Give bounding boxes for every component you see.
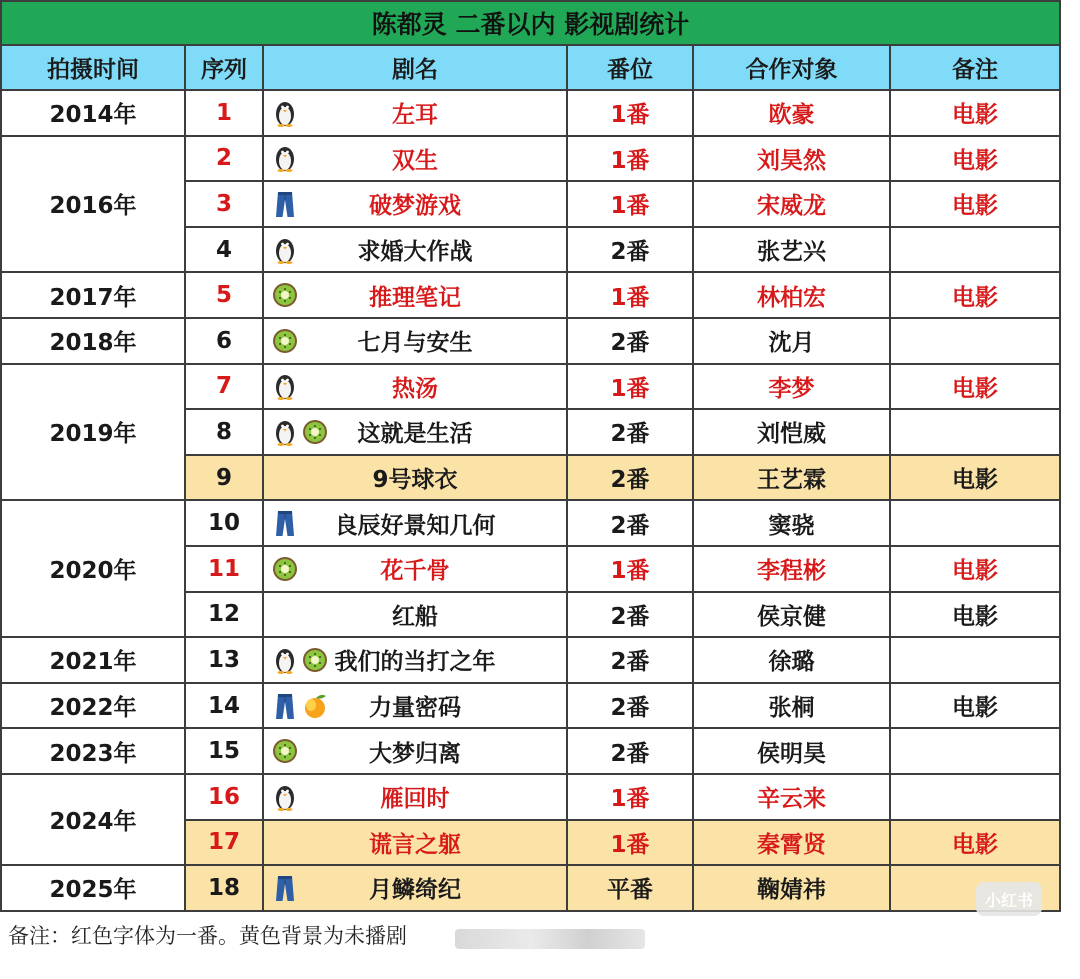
penguin-icon: [272, 783, 298, 811]
cell-title: [263, 409, 567, 455]
cell-note: [890, 637, 1060, 683]
cell-partner: 林柏宏: [693, 272, 890, 318]
cell-title: [263, 272, 567, 318]
platform-icons: [272, 555, 298, 583]
cell-note: 电影: [890, 90, 1060, 136]
platform-icons: [272, 783, 298, 811]
penguin-icon: [272, 418, 298, 446]
cell-index: 12: [185, 592, 263, 638]
cell-note: [890, 318, 1060, 364]
header-name: 剧名: [263, 45, 567, 90]
cell-title: [263, 500, 567, 546]
table-row: [1, 90, 1060, 136]
title-label: 红船: [392, 603, 438, 630]
cell-year: 2016年: [1, 136, 185, 273]
table-title: 陈都灵 二番以内 影视剧统计: [1, 1, 1060, 45]
cell-year: 2021年: [1, 637, 185, 683]
cell-title: [263, 318, 567, 364]
cell-partner: 刘恺威: [693, 409, 890, 455]
kiwi-icon: [272, 281, 298, 309]
cell-title: [263, 90, 567, 136]
jeans-icon: [272, 874, 298, 902]
cell-index: 8: [185, 409, 263, 455]
cell-index: 1: [185, 90, 263, 136]
cell-partner: 张艺兴: [693, 227, 890, 273]
cell-note: 电影: [890, 272, 1060, 318]
cell-note: 电影: [890, 455, 1060, 501]
cell-title: [263, 774, 567, 820]
cell-rank: 2番: [567, 637, 693, 683]
title-label: 月鳞绮纪: [369, 877, 461, 904]
platform-icons: [272, 418, 328, 446]
jeans-icon: [272, 692, 298, 720]
cell-index: 2: [185, 136, 263, 182]
platform-icons: [272, 236, 298, 264]
cell-note: 电影: [890, 136, 1060, 182]
cell-year: 2024年: [1, 774, 185, 865]
cell-partner: 秦霄贤: [693, 820, 890, 866]
kiwi-icon: [272, 327, 298, 355]
title-label: 热汤: [392, 375, 438, 402]
penguin-icon: [272, 99, 298, 127]
cell-note: 电影: [890, 592, 1060, 638]
cell-rank: 1番: [567, 136, 693, 182]
cell-title: [263, 181, 567, 227]
cell-partner: 宋威龙: [693, 181, 890, 227]
title-label: 这就是生活: [357, 421, 473, 448]
header-index: 序列: [185, 45, 263, 90]
watermark-logo: 小红书: [976, 882, 1042, 916]
cell-note: 电影: [890, 683, 1060, 729]
cell-index: 16: [185, 774, 263, 820]
header-rank: 番位: [567, 45, 693, 90]
cell-index: 3: [185, 181, 263, 227]
cell-title: [263, 820, 567, 866]
cell-rank: 1番: [567, 90, 693, 136]
cell-year: 2023年: [1, 728, 185, 774]
cell-title: [263, 364, 567, 410]
table-row: [1, 272, 1060, 318]
cell-title: [263, 683, 567, 729]
cell-note: [890, 728, 1060, 774]
title-label: 雁回时: [380, 786, 450, 813]
cell-rank: 2番: [567, 455, 693, 501]
table-row: [1, 318, 1060, 364]
penguin-icon: [272, 646, 298, 674]
header-partner: 合作对象: [693, 45, 890, 90]
platform-icons: [272, 874, 298, 902]
cell-title: [263, 227, 567, 273]
penguin-icon: [272, 372, 298, 400]
cell-note: 电影: [890, 181, 1060, 227]
table-row: [1, 774, 1060, 820]
cell-partner: 王艺霖: [693, 455, 890, 501]
table-row: [1, 500, 1060, 546]
cell-title: [263, 136, 567, 182]
cell-index: 17: [185, 820, 263, 866]
cell-title: [263, 637, 567, 683]
cell-rank: 2番: [567, 592, 693, 638]
cell-note: 电影: [890, 820, 1060, 866]
cell-index: 4: [185, 227, 263, 273]
cell-index: 10: [185, 500, 263, 546]
title-label: 9号球衣: [372, 467, 458, 494]
title-label: 花千骨: [380, 558, 450, 585]
cell-index: 5: [185, 272, 263, 318]
cell-title: [263, 455, 567, 501]
penguin-icon: [272, 144, 298, 172]
mango-icon: [302, 692, 328, 720]
cell-rank: 2番: [567, 683, 693, 729]
table-row: [1, 728, 1060, 774]
cell-partner: 侯京健: [693, 592, 890, 638]
cell-title: [263, 592, 567, 638]
cell-rank: 2番: [567, 409, 693, 455]
title-label: 双生: [392, 147, 438, 174]
cell-note: 电影: [890, 546, 1060, 592]
table-row: [1, 865, 1060, 911]
cell-year: 2014年: [1, 90, 185, 136]
title-label: 推理笔记: [369, 284, 461, 311]
cell-index: 15: [185, 728, 263, 774]
cell-index: 11: [185, 546, 263, 592]
cell-rank: 2番: [567, 318, 693, 364]
table-row: [1, 683, 1060, 729]
cell-index: 18: [185, 865, 263, 911]
cell-partner: 李梦: [693, 364, 890, 410]
cell-partner: 刘昊然: [693, 136, 890, 182]
platform-icons: [272, 190, 298, 218]
kiwi-icon: [302, 418, 328, 446]
blurred-text-overlay: [455, 929, 645, 949]
table-row: [1, 364, 1060, 410]
title-label: 我们的当打之年: [334, 649, 496, 676]
cell-note: 电影: [890, 364, 1060, 410]
title-label: 力量密码: [369, 695, 461, 722]
cell-index: 6: [185, 318, 263, 364]
cell-index: 13: [185, 637, 263, 683]
cell-year: 2019年: [1, 364, 185, 501]
penguin-icon: [272, 236, 298, 264]
cell-rank: 1番: [567, 364, 693, 410]
cell-year: 2020年: [1, 500, 185, 637]
title-label: 七月与安生: [357, 330, 473, 357]
title-label: 良辰好景知几何: [334, 512, 496, 539]
cell-index: 9: [185, 455, 263, 501]
kiwi-icon: [272, 555, 298, 583]
cell-partner: 鞠婧祎: [693, 865, 890, 911]
platform-icons: [272, 281, 298, 309]
platform-icons: [272, 99, 298, 127]
header-time: 拍摄时间: [1, 45, 185, 90]
cell-title: [263, 546, 567, 592]
platform-icons: [272, 144, 298, 172]
cell-index: 14: [185, 683, 263, 729]
title-label: 谎言之躯: [369, 831, 461, 858]
kiwi-icon: [272, 737, 298, 765]
cell-year: 2018年: [1, 318, 185, 364]
cell-partner: 张桐: [693, 683, 890, 729]
cell-title: [263, 728, 567, 774]
cell-partner: 李程彬: [693, 546, 890, 592]
table-row: [1, 136, 1060, 182]
cell-title: [263, 865, 567, 911]
cell-rank: 1番: [567, 181, 693, 227]
header-note: 备注: [890, 45, 1060, 90]
cell-year: 2025年: [1, 865, 185, 911]
footnote: 备注：红色字体为一番。黄色背景为未播剧: [8, 924, 407, 948]
cell-rank: 2番: [567, 500, 693, 546]
cell-partner: 徐璐: [693, 637, 890, 683]
cell-rank: 1番: [567, 272, 693, 318]
cell-rank: 1番: [567, 774, 693, 820]
platform-icons: [272, 692, 328, 720]
title-label: 破梦游戏: [369, 193, 461, 220]
cell-note: [890, 774, 1060, 820]
platform-icons: [272, 327, 298, 355]
kiwi-icon: [302, 646, 328, 674]
jeans-icon: [272, 509, 298, 537]
cell-rank: 1番: [567, 820, 693, 866]
cell-partner: 窦骁: [693, 500, 890, 546]
cell-note: [890, 409, 1060, 455]
cell-rank: 1番: [567, 546, 693, 592]
cell-rank: 2番: [567, 227, 693, 273]
platform-icons: [272, 509, 298, 537]
platform-icons: [272, 372, 298, 400]
cell-note: [890, 500, 1060, 546]
cell-index: 7: [185, 364, 263, 410]
title-label: 求婚大作战: [357, 239, 473, 266]
cell-partner: 侯明昊: [693, 728, 890, 774]
cell-note: [890, 227, 1060, 273]
table-row: [1, 637, 1060, 683]
cell-rank: 2番: [567, 728, 693, 774]
cell-partner: 辛云来: [693, 774, 890, 820]
cell-year: 2017年: [1, 272, 185, 318]
cell-year: 2022年: [1, 683, 185, 729]
cell-partner: 沈月: [693, 318, 890, 364]
platform-icons: [272, 737, 298, 765]
platform-icons: [272, 646, 328, 674]
cell-partner: 欧豪: [693, 90, 890, 136]
cell-rank: 平番: [567, 865, 693, 911]
jeans-icon: [272, 190, 298, 218]
title-label: 左耳: [392, 102, 438, 129]
title-label: 大梦归离: [369, 740, 461, 767]
